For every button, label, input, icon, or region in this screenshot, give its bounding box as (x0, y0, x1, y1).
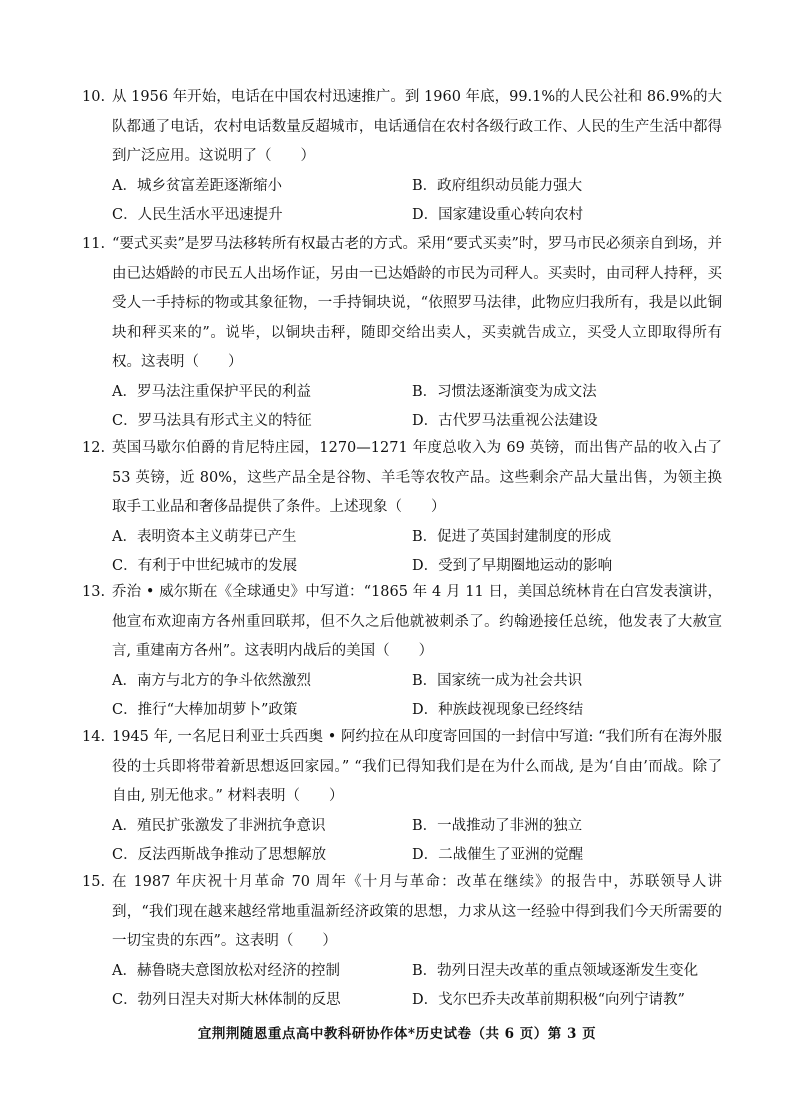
question-12 (82, 434, 722, 582)
option-a: A．罗马法注重保护平民的利益 (112, 383, 311, 400)
question-number: 11. (82, 236, 106, 252)
option-b: B．一战推动了非洲的独立 (412, 817, 583, 834)
option-b: B．勃列日涅夫改革的重点领域逐渐发生变化 (412, 962, 699, 979)
option-d: D．古代罗马法重视公法建设 (412, 413, 598, 429)
option-d: D．受到了早期圈地运动的影响 (412, 558, 613, 574)
option-c: C．勃列日涅夫对斯大林体制的反思 (112, 992, 341, 1008)
question-stem: 1945 年, 一名尼日利亚士兵西奥 • 阿约拉在从印度寄回国的一封信中写道: “我们所有在海外服役的士兵即将带着新思想返回家园。” “我们已得知我们是在为什么而战, 是为‘自由’而战。除了自由, 别无他求。” 材料表明（ ） (112, 729, 722, 804)
question-number: 10. (82, 89, 106, 105)
question-stem: 从 1956 年开始，电话在中国农村迅速推广。到 1960 年底，99.1%的人民公社和 86.9%的大队都通了电话，农村电话数量反超城市，电话通信在农村各级行政工作、人民的生产生活中都得到广泛应用。这说明了（ ） (112, 89, 722, 164)
question-number: 12. (82, 440, 106, 456)
option-c: C．罗马法具有形式主义的特征 (112, 413, 312, 429)
option-c: C．反法西斯战争推动了思想解放 (112, 847, 327, 863)
question-stem: “要式买卖”是罗马法移转所有权最古老的方式。采用“要式买卖”时，罗马市民必须亲自到场，并由已达婚龄的市民五人出场作证，另由一已达婚龄的市民为司秤人。买卖时，由司秤人持秤，买受人一手持标的物或其象征物，一手持铜块说，“依照罗马法律，此物应归我所有，我是以此铜块和秤买来的”。说毕，以铜块击秤，随即交给出卖人，买卖就告成立，买受人立即取得所有权。这表明（ ） (112, 236, 722, 370)
options (112, 957, 722, 1016)
option-b: B．习惯法逐渐演变为成文法 (412, 383, 597, 400)
question-15 (82, 868, 722, 1016)
question-14 (82, 723, 722, 871)
option-b: B．促进了英国封建制度的形成 (412, 528, 612, 545)
option-c: C．推行“大棒加胡萝卜”政策 (112, 702, 298, 718)
question-stem: 英国马歇尔伯爵的肯尼特庄园，1270—1271 年度总收入为 69 英镑，而出售产品的收入占了 53 英镑，近 80%，这些产品全是谷物、羊毛等农牧产品。这些剩余产品大量出售，为领主换取手工业品和奢侈品提供了条件。上述现象（ ） (112, 440, 722, 515)
question-stem: 在 1987 年庆祝十月革命 70 周年《十月与革命：改革在继续》的报告中，苏联领导人讲到，“我们现在越来越经常地重温新经济政策的思想，力求从这一经验中得到我们今天所需要的一切宝贵的东西”。这表明（ ） (112, 874, 722, 949)
option-c: C．人民生活水平迅速提升 (112, 207, 283, 223)
question-10 (82, 83, 722, 231)
question-13 (82, 578, 722, 726)
options (112, 378, 722, 437)
page-footer: 宜荆荆随恩重点高中教科研协作体*历史试卷（共 6 页）第 3 页 (197, 1026, 597, 1042)
option-b: B．国家统一成为社会共识 (412, 672, 583, 689)
option-a: A．南方与北方的争斗依然激烈 (112, 672, 311, 689)
option-d: D．二战催生了亚洲的觉醒 (412, 847, 584, 863)
question-stem: 乔治 • 威尔斯在《全球通史》中写道：“1865 年 4 月 11 日，美国总统林肯在白宫发表演讲，他宣布欢迎南方各州重回联邦，但不久之后他就被刺杀了。约翰逊接任总统，他发表了大赦宣言, 重建南方各州”。这表明内战后的美国（ ） (112, 584, 722, 659)
option-a: A．赫鲁晓夫意图放松对经济的控制 (112, 962, 340, 979)
option-c: C．有利于中世纪城市的发展 (112, 558, 298, 574)
options (112, 667, 722, 726)
option-d: D．国家建设重心转向农村 (412, 207, 584, 223)
question-number: 13. (82, 584, 106, 600)
option-b: B．政府组织动员能力强大 (412, 177, 583, 194)
option-d: D．戈尔巴乔夫改革前期积极“向列宁请教” (412, 992, 685, 1008)
question-number: 14. (82, 729, 106, 745)
option-a: A．表明资本主义萌芽已产生 (112, 528, 297, 545)
option-a: A．城乡贫富差距逐渐缩小 (112, 177, 282, 194)
option-d: D．种族歧视现象已经终结 (412, 702, 584, 718)
question-number: 15. (82, 874, 106, 890)
option-a: A．殖民扩张激发了非洲抗争意识 (112, 817, 326, 834)
options (112, 523, 722, 582)
options (112, 812, 722, 871)
options (112, 172, 722, 231)
question-11 (82, 230, 722, 437)
